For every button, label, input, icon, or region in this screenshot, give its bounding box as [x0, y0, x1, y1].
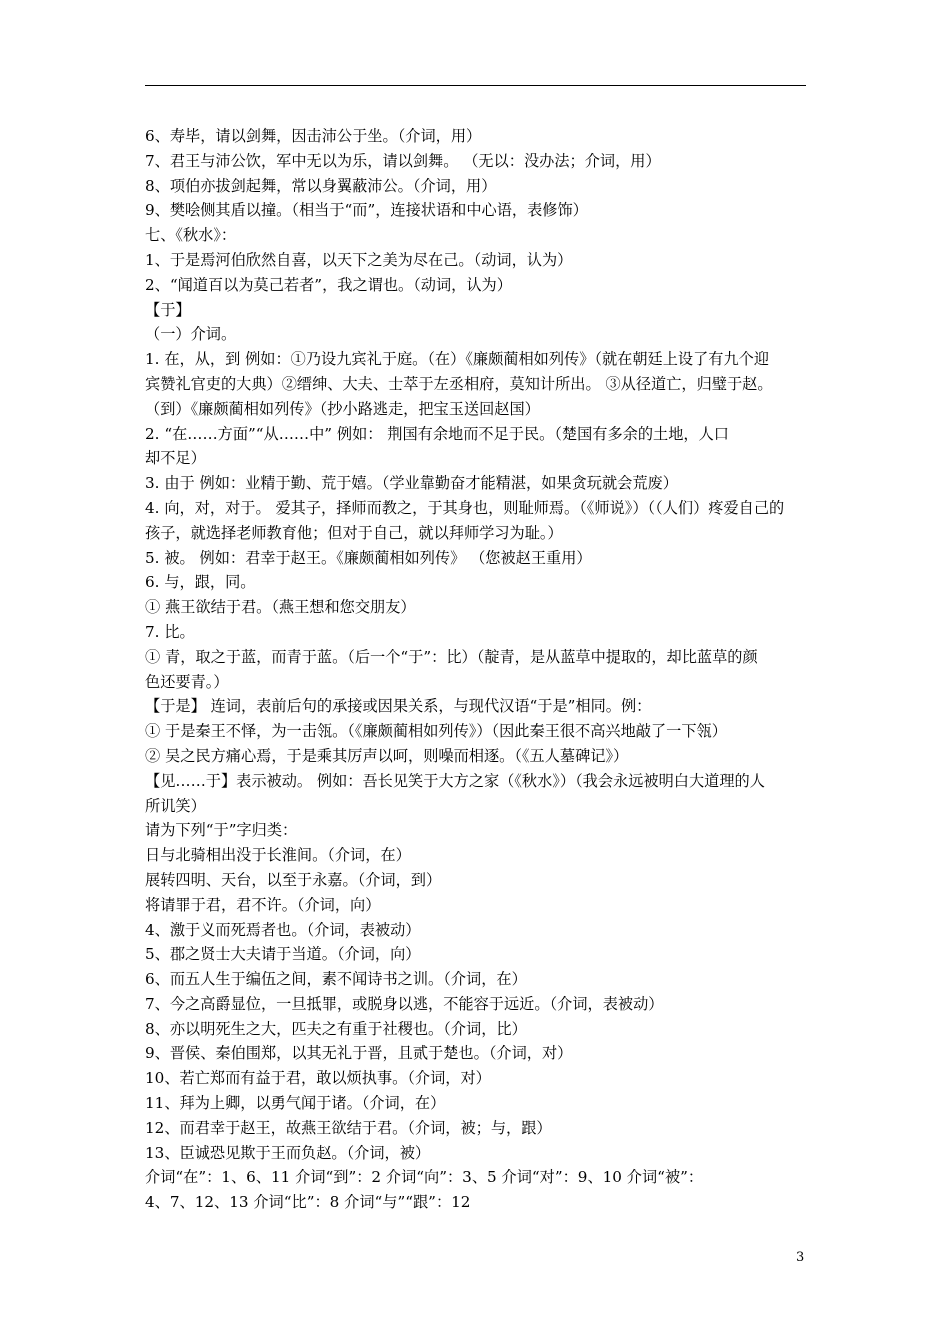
section-heading: 【于是】 连词，表前后句的承接或因果关系，与现代汉语“于是”相同。例：	[145, 697, 652, 716]
text-line: 却不足）	[145, 449, 206, 468]
text-line: 7. 比。	[145, 622, 195, 641]
exercise-item: 6、而五人生于编伍之间，素不闻诗书之训。（介词，在）	[145, 970, 527, 989]
text-line: ① 于是秦王不怿，为一击瓴。（《廉颇蔺相如列传》）（因此秦王很不高兴地敲了一下瓴）	[145, 722, 727, 741]
exercise-item: 12、而君幸于赵王，故燕王欲结于君。（介词，被；与，跟）	[145, 1118, 552, 1137]
text-line: 5. 被。 例如：君幸于赵王。《廉颇蔺相如列传》 （您被赵王重用）	[145, 548, 592, 567]
exercise-item: 11、拜为上卿，以勇气闻于诸。（介词，在）	[145, 1094, 446, 1113]
text-line: 6、寿毕，请以剑舞，因击沛公于坐。（介词，用）	[145, 127, 482, 145]
text-line: 2. “在……方面”“从……中” 例如： 荆国有余地而不足于民。（楚国有多余的土地，人口	[145, 424, 729, 443]
text-line: 3. 由于 例如：业精于勤、荒于嬉。（学业靠勤奋才能精湛，如果贪玩就会荒废）	[145, 474, 678, 493]
text-line: 2、“闻道百以为莫己若者”，我之谓也。（动词，认为）	[145, 275, 512, 294]
exercise-item: 日与北骑相出没于长淮间。（介词，在）	[145, 846, 411, 865]
text-line: ① 燕王欲结于君。（燕王想和您交朋友）	[145, 598, 416, 617]
text-line: 所讥笑）	[145, 796, 206, 815]
text-line: （到）《廉颇蔺相如列传》（抄小路逃走，把宝玉送回赵国）	[145, 399, 540, 418]
text-line: 9、樊哙侧其盾以撞。（相当于“而”，连接状语和中心语，表修饰）	[145, 201, 588, 220]
exercise-item: 9、晋侯、秦伯围郑，以其无礼于晋，且贰于楚也。（介词，对）	[145, 1044, 573, 1063]
exercise-item: 展转四明、天台，以至于永嘉。（介词，到）	[145, 870, 442, 889]
text-line: 色还要青。）	[145, 672, 229, 691]
section-heading: 【于】	[145, 300, 191, 319]
text-line: 1、于是焉河伯欣然自喜，以天下之美为尽在己。（动词，认为）	[145, 250, 573, 269]
exercise-item: 8、亦以明死生之大，匹夫之有重于社稷也。（介词，比）	[145, 1019, 527, 1038]
exercise-item: 7、今之高爵显位，一旦抵罪，或脱身以逃，不能容于远近。（介词，表被动）	[145, 994, 664, 1013]
text-line: ① 青，取之于蓝，而青于蓝。（后一个“于”：比）（靛青，是从蓝草中提取的，却比蓝草的颜	[145, 647, 758, 666]
text-line: 4. 向，对，对于。 爱其子，择师而教之，于其身也，则耻师焉。（《师说》）（（人们）疼爱自己的	[145, 498, 785, 517]
text-line: 孩子，就选择老师教育他；但对于自己，就以拜师学习为耻。）	[145, 523, 563, 542]
text-line: ② 吴之民方痛心焉，于是乘其厉声以呵，则噪而相逐。（《五人墓碑记》）	[145, 746, 629, 765]
page-number: 3	[796, 1250, 805, 1265]
answer-line: 4、7、12、13 介词“比”：8 介词“与”“跟”：12	[145, 1193, 471, 1212]
exercise-item: 10、若亡郑而有益于君，敢以烦执事。（介词，对）	[145, 1069, 491, 1088]
text-line: 6. 与，跟，同。	[145, 573, 256, 592]
exercise-heading: 请为下列“于”字归类：	[145, 821, 298, 840]
answer-line: 介词“在”：1、6、11 介词“到”：2 介词“向”：3、5 介词“对”：9、10 介词“被”：	[145, 1168, 704, 1187]
exercise-item: 将请罪于君，君不许。（介词，向）	[145, 895, 381, 914]
document-body	[145, 124, 813, 1215]
subsection-heading: （一）介词。	[145, 325, 237, 344]
text-line: 8、项伯亦拔剑起舞，常以身翼蔽沛公。（介词，用）	[145, 176, 497, 195]
exercise-item: 4、激于义而死焉者也。（介词，表被动）	[145, 920, 421, 939]
section-heading: 【见……于】表示被动。 例如：吾长见笑于大方之家（《秋水》）（我会永远被明白大道理的人	[145, 771, 765, 790]
section-heading: 七、《秋水》：	[145, 226, 237, 245]
header-rule	[145, 85, 806, 86]
exercise-item: 13、臣诚恐见欺于王而负赵。（介词，被）	[145, 1143, 431, 1162]
exercise-item: 5、郡之贤士大夫请于当道。（介词，向）	[145, 945, 421, 964]
text-line: 1. 在，从，到 例如：①乃设九宾礼于庭。（在）《廉颇蔺相如列传》（就在朝廷上设了有九个迎	[145, 350, 770, 369]
text-line: 宾赞礼官吏的大典）②缙绅、大夫、士萃于左丞相府，莫知计所出。 ③从径道亡，归璧于赵。	[145, 374, 773, 393]
text-line: 7、君王与沛公饮，军中无以为乐，请以剑舞。 （无以：没办法；介词，用）	[145, 151, 661, 170]
